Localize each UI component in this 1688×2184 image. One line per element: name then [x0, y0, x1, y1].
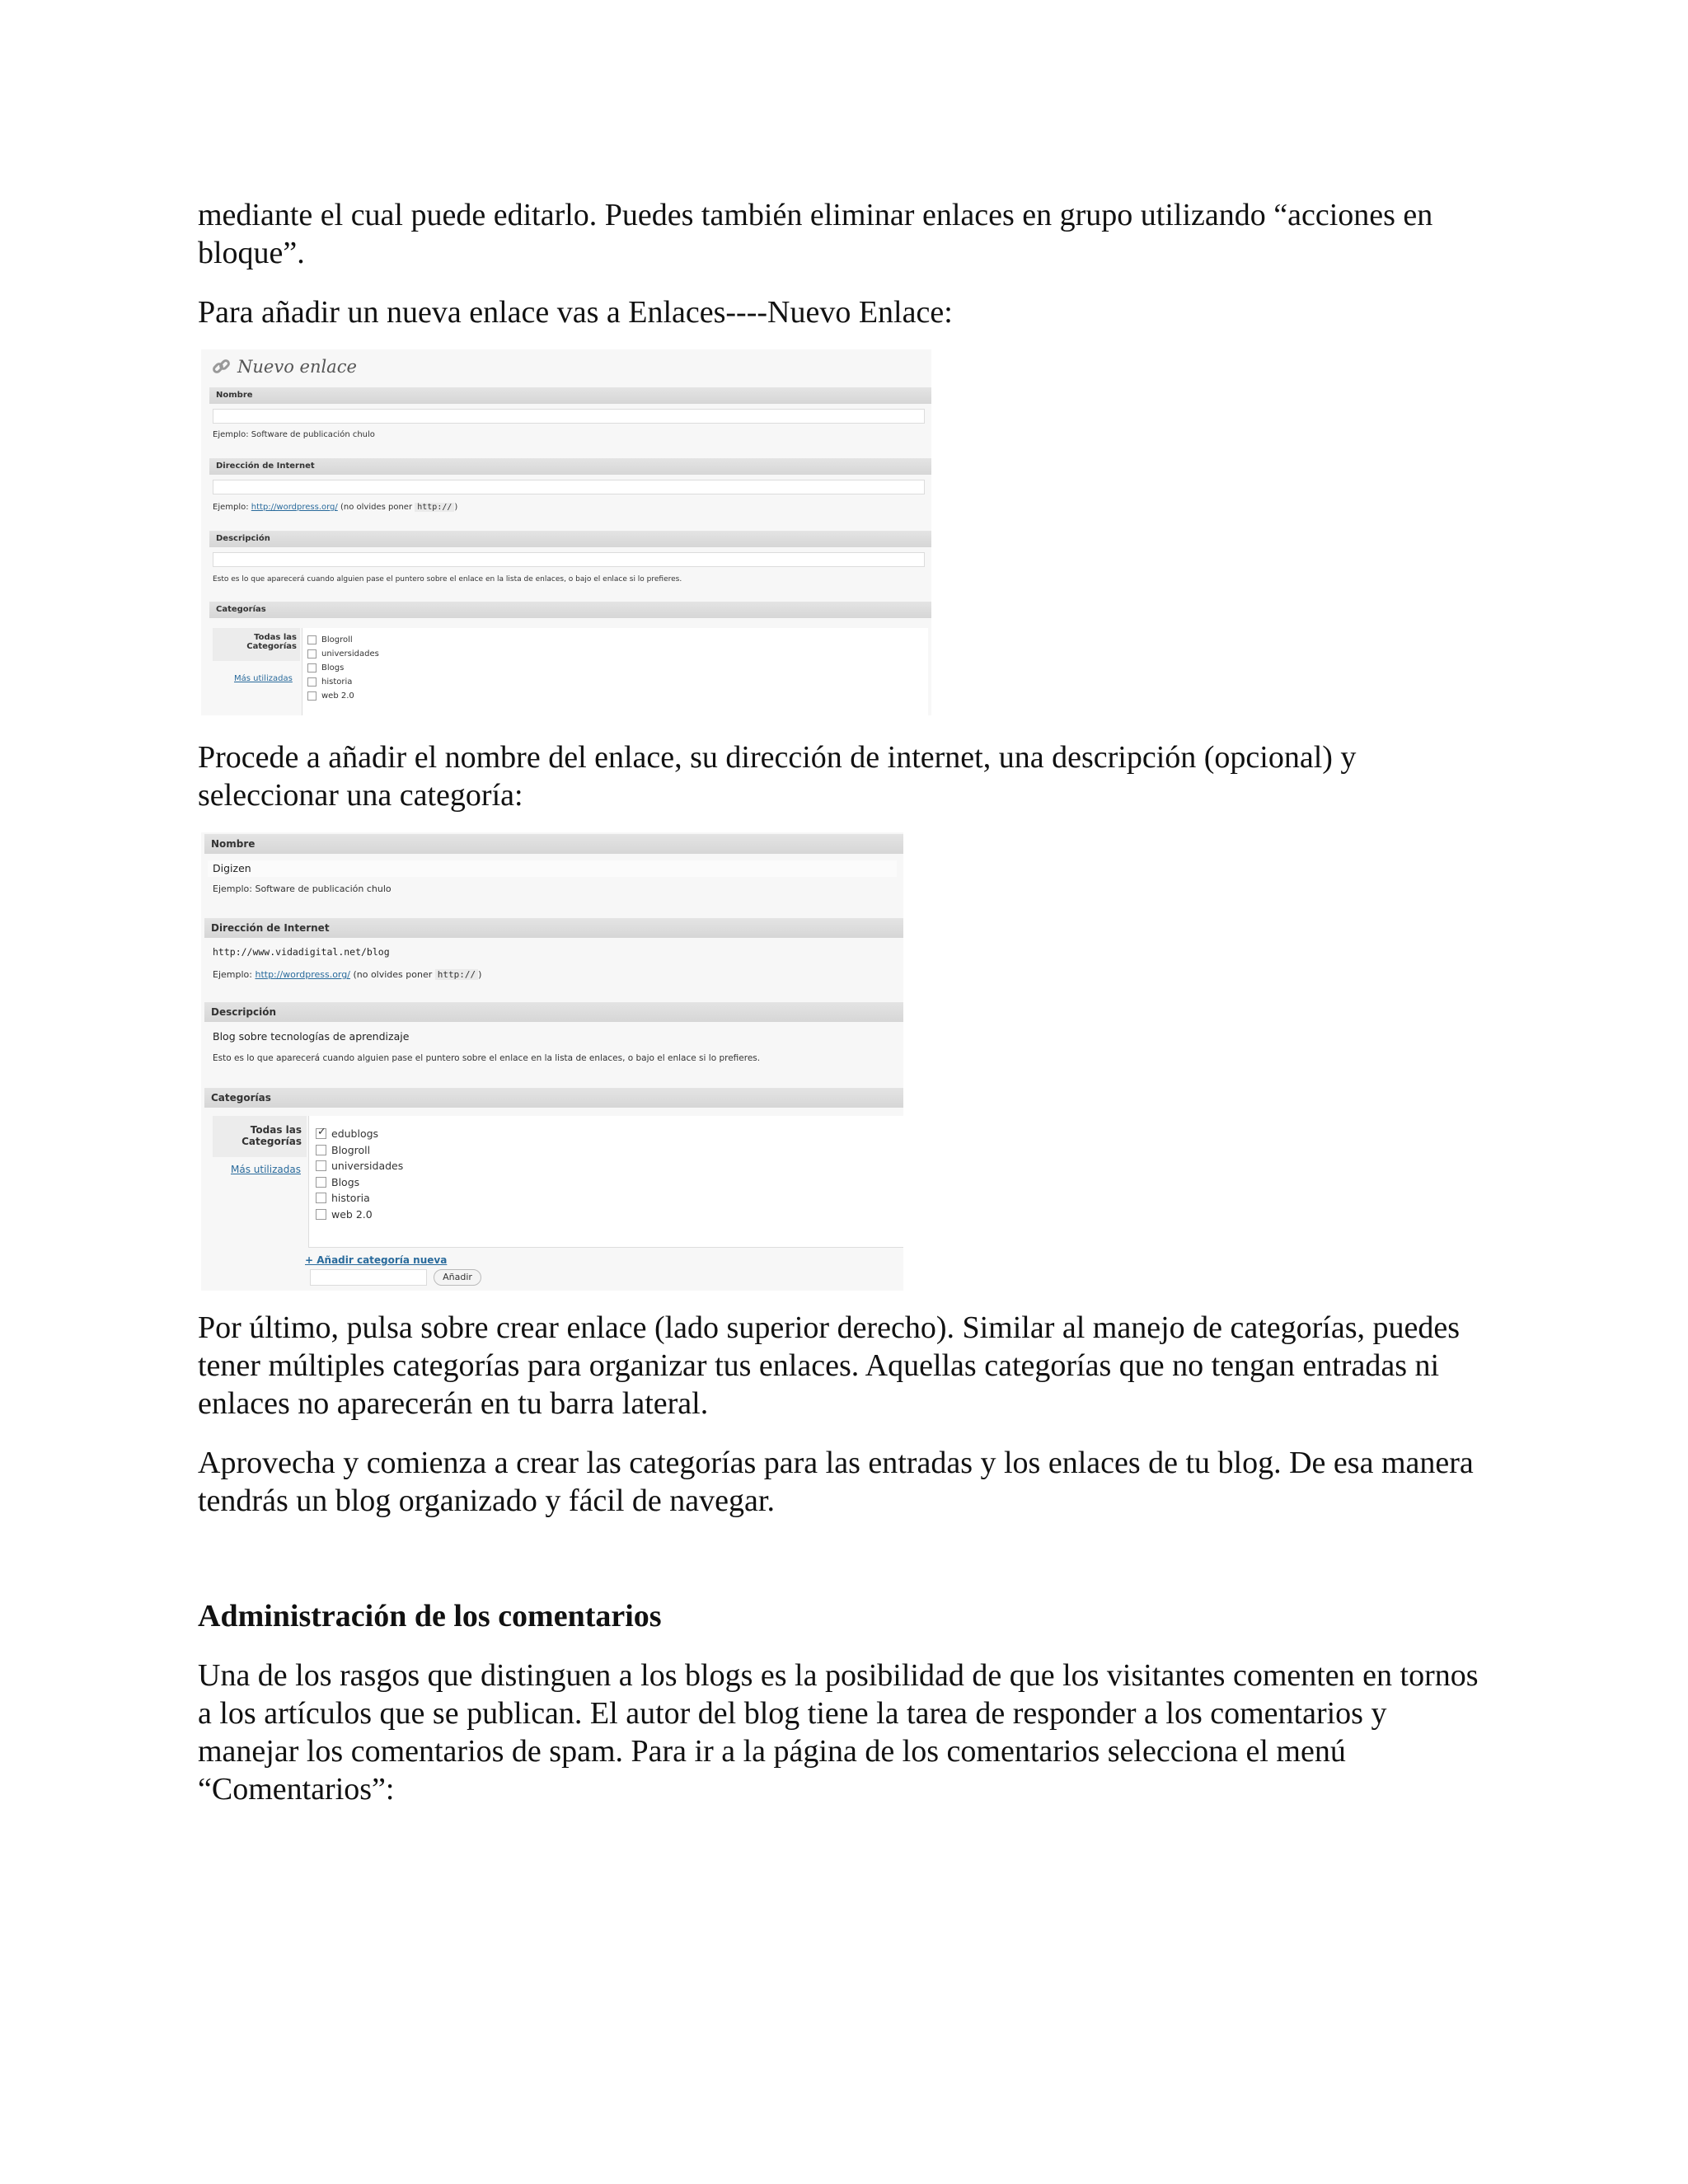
url-hint-mid: (no olvides poner [353, 969, 433, 980]
category-label: universidades [331, 1160, 404, 1173]
paragraph-intro: mediante el cual puede editarlo. Puedes también eliminar enlaces en grupo utilizando “acciones en bloque”. [198, 198, 1433, 270]
category-list [308, 1116, 903, 1248]
category-label: historia [321, 677, 353, 687]
section-heading: Administración de los comentarios [198, 1599, 662, 1633]
category-label: Blogs [331, 1175, 360, 1188]
section-name: Nombre [209, 387, 931, 404]
url-hint-suffix: ) [478, 969, 482, 980]
section-categories: Categorías [209, 602, 931, 618]
checkbox[interactable] [307, 635, 316, 644]
description-input[interactable] [213, 552, 925, 567]
section-categories: Categorías [204, 1088, 903, 1108]
section-url: Dirección de Internet [209, 458, 931, 475]
category-label: historia [331, 1192, 370, 1205]
section-description: Descripción [204, 1002, 903, 1022]
checkbox[interactable] [307, 649, 316, 658]
name-input[interactable] [208, 860, 897, 877]
category-item[interactable] [307, 661, 928, 675]
form-title [211, 356, 357, 377]
screenshot-filled-link-form [201, 832, 903, 1291]
url-input[interactable] [213, 480, 925, 494]
category-label: web 2.0 [321, 691, 354, 701]
paragraph-fill-fields: Procede a añadir el nombre del enlace, su dirección de internet, una descripción (opcional) y seleccionar una categoría: [198, 740, 1357, 813]
paragraph-organize: Aprovecha y comienza a crear las categorías para las entradas y los enlaces de tu blog. De esa manera tendrás un blog organizado y fácil de navegar. [198, 1446, 1474, 1518]
category-label: Blogs [321, 663, 345, 673]
form-title-text: Nuevo enlace [237, 357, 357, 377]
category-item[interactable] [316, 1126, 903, 1142]
tab-all-categories[interactable] [213, 1116, 307, 1157]
category-item[interactable] [316, 1142, 903, 1159]
screenshot-new-link-form [201, 349, 931, 715]
url-value: http://www.vidadigital.net/blog [213, 946, 390, 958]
category-label: web 2.0 [331, 1207, 373, 1221]
section-url: Dirección de Internet [204, 918, 903, 938]
tab-most-used[interactable]: Más utilizadas [234, 674, 293, 683]
category-label: Blogroll [321, 635, 353, 644]
checkbox[interactable] [316, 1145, 326, 1155]
tab-all-line1: Todas las [254, 633, 297, 642]
category-label: Blogroll [331, 1143, 371, 1156]
url-hint-prefix: Ejemplo: [213, 969, 252, 980]
add-button[interactable]: Añadir [434, 1269, 481, 1286]
checkbox[interactable] [316, 1209, 326, 1220]
checkbox[interactable] [316, 1177, 326, 1188]
category-item[interactable] [307, 675, 928, 689]
name-hint: Ejemplo: Software de publicación chulo [213, 430, 375, 439]
checkbox[interactable] [307, 677, 316, 687]
url-hint [213, 503, 925, 512]
category-item[interactable] [316, 1174, 903, 1191]
tab-all-categories[interactable] [213, 628, 300, 661]
name-input[interactable] [213, 409, 925, 424]
checkbox[interactable] [316, 1193, 326, 1203]
paragraph-create-link: Por último, pulsa sobre crear enlace (lado superior derecho). Similar al manejo de categorías, puedes tener múltiples categorías para organizar tus enlaces. Aquellas categorías que no tengan entradas ni enlaces no aparecerán en tu barra lateral. [198, 1310, 1461, 1421]
category-label: edublogs [331, 1127, 379, 1141]
checkbox[interactable] [316, 1160, 326, 1171]
checkbox[interactable] [307, 663, 316, 673]
tab-all-line2: Categorías [246, 642, 297, 651]
url-hint-code: http:// [415, 503, 454, 512]
category-item[interactable] [307, 647, 928, 661]
url-hint-prefix: Ejemplo: [213, 503, 249, 512]
url-hint [213, 969, 897, 980]
url-hint-mid: (no olvides poner [340, 503, 413, 512]
category-item[interactable] [316, 1207, 903, 1223]
add-category-link[interactable]: + Añadir categoría nueva [305, 1254, 448, 1266]
section-name: Nombre [204, 834, 903, 854]
link-icon [211, 356, 232, 377]
url-hint-link[interactable]: http://wordpress.org/ [255, 969, 350, 980]
tab-all-line1: Todas las [250, 1124, 302, 1136]
section-description: Descripción [209, 531, 931, 547]
name-hint: Ejemplo: Software de publicación chulo [213, 883, 392, 894]
tab-most-used[interactable]: Más utilizadas [231, 1164, 301, 1175]
url-hint-suffix: ) [454, 503, 458, 512]
url-hint-code: http:// [435, 969, 478, 980]
tab-all-line2: Categorías [241, 1136, 302, 1147]
description-value: Blog sobre tecnologías de aprendizaje [213, 1030, 410, 1043]
checkbox[interactable] [307, 691, 316, 701]
description-hint: Esto es lo que aparecerá cuando alguien pase el puntero sobre el enlace en la lista de enlaces, o bajo el enlace si lo prefieres. [213, 575, 682, 583]
url-hint-link[interactable]: http://wordpress.org/ [251, 503, 338, 512]
category-item[interactable] [316, 1158, 903, 1174]
paragraph-new-link: Para añadir un nueva enlace vas a Enlaces----Nuevo Enlace: [198, 295, 953, 330]
category-item[interactable] [307, 633, 928, 647]
checkbox-checked[interactable] [316, 1128, 326, 1139]
category-list [302, 628, 928, 715]
paragraph-comments: Una de los rasgos que distinguen a los blogs es la posibilidad de que los visitantes comenten en tornos a los artículos que se publican. El autor del blog tiene la tarea de responder a los comentarios y manejar los comentarios de spam. Para ir a la página de los comentarios selecciona el menú “Comentarios”: [198, 1658, 1479, 1807]
description-hint: Esto es lo que aparecerá cuando alguien pase el puntero sobre el enlace en la lista de enlaces, o bajo el enlace si lo prefieres. [213, 1053, 761, 1063]
category-item[interactable] [316, 1190, 903, 1207]
category-item[interactable] [307, 689, 928, 703]
new-category-input[interactable] [310, 1269, 427, 1286]
category-label: universidades [321, 649, 379, 658]
name-value: Digizen [213, 862, 251, 874]
